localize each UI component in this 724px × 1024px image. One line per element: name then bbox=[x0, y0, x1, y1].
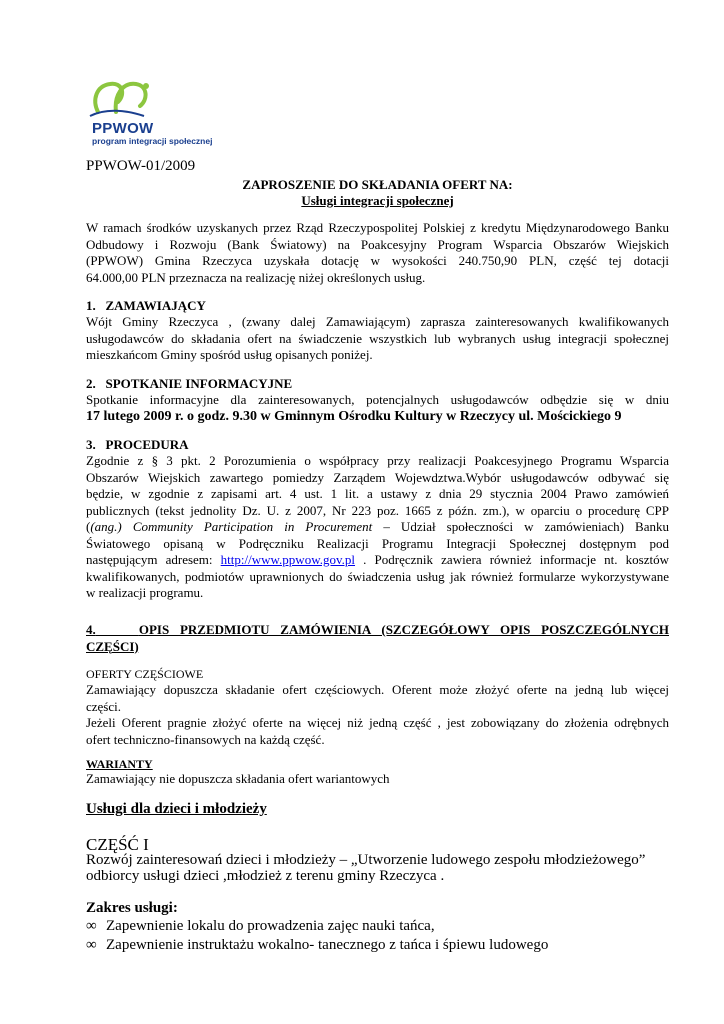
section1-line: Wójt Gminy Rzeczyca , (zwany dalej Zamawiającym) zaprasza zainteresowanych kwalifikowanych bbox=[86, 314, 669, 329]
ppwow-website-link[interactable]: http://www.ppwow.gov.pl bbox=[220, 552, 356, 567]
partial-line: Jeżeli Oferent pragnie złożyć oferte na więcej niż jedną część , jest zobowiązany do złożenia odrębnych bbox=[86, 715, 669, 730]
section3-line: będzie, w zgodnie z zapisami art. 4 ust. 1 lit. a ustawy z dnia 29 stycznia 2004 Prawo zamówień bbox=[86, 486, 669, 501]
list-item bbox=[86, 918, 435, 935]
section3-line-cpp bbox=[86, 519, 669, 536]
logo-tagline: program integracji społecznej bbox=[92, 136, 213, 146]
section1-line: mieszkańcom Gminy spośród usług opisanych poniżej. bbox=[86, 347, 373, 362]
infinity-bullet-icon: ∞ bbox=[86, 918, 97, 934]
url-prefix: następującym adresem: bbox=[86, 552, 221, 567]
partial-line: ofert techniczno-finansowych na każdą część. bbox=[86, 731, 325, 747]
document-title: ZAPROSZENIE DO SKŁADANIA OFERT NA: bbox=[242, 177, 513, 192]
section2-body bbox=[86, 392, 669, 425]
section4-heading-line bbox=[86, 622, 669, 639]
paren-text: ( bbox=[86, 519, 91, 534]
ppwow-logo bbox=[86, 72, 238, 152]
partial-line: części. bbox=[86, 698, 122, 714]
cpp-rest: – Udział społeczności w zamówieniach) Banku bbox=[372, 519, 669, 534]
variants-label: WARIANTY bbox=[86, 757, 153, 771]
section1-heading: 1. ZAMAWIAJĄCY bbox=[86, 298, 206, 313]
partial-line: Zamawiający dopuszcza składanie ofert częściowych. Oferent może złożyć oferte na jedną lub więcej bbox=[86, 682, 669, 697]
section3-line: w realizacji programu. bbox=[86, 585, 204, 600]
scope-heading: Zakres usługi: bbox=[86, 900, 178, 916]
part-description: Rozwój zainteresowań dzieci i młodzieży – „Utworzenie ludowego zespołu młodzieżowego” bbox=[86, 852, 646, 868]
scope-item-text: Zapewnienie lokalu do prowadzenia zajęc nauki tańca, bbox=[106, 918, 435, 934]
intro-line: W ramach środków uzyskanych przez Rząd Rzeczypospolitej Polskiej z kredytu Międzynarodowego Banku bbox=[86, 220, 669, 235]
meeting-details: 17 lutego 2009 r. o godz. 9.30 w Gminnym Ośrodku Kultury w Rzeczycy ul. Mościckiego 9 bbox=[86, 408, 622, 424]
cpp-italic: (ang.) Community Participation in Procurement bbox=[90, 519, 373, 534]
section3-body bbox=[86, 453, 669, 602]
section2-heading: 2. SPOTKANIE INFORMACYJNE bbox=[86, 376, 293, 391]
section4-heading bbox=[86, 622, 669, 655]
services-heading: Usługi dla dzieci i młodzieży bbox=[86, 801, 267, 817]
intro-line: 64.000,00 PLN przeznacza na realizację niżej określonych usług. bbox=[86, 269, 426, 285]
part-recipients: odbiorcy usługi dzieci ,młodzież z terenu gminy Rzeczyca . bbox=[86, 868, 445, 884]
url-suffix: . Podręcznik zawiera również informacje nt. kosztów bbox=[355, 552, 669, 567]
intro-line: (PPWOW) Gmina Rzeczyca uzyskała dotację w wysokości 240.750,90 PLN, część tej dotacji bbox=[86, 253, 669, 268]
section3-line: kwalifikowanych, podmiotów uprawnionych do świadczenia usług jak również formularze wykorzystywane bbox=[86, 568, 669, 584]
section3-line: Obszarów Wiejskich zawartego pomiedzy Zarządem Wojewdztwa.Wybór usługodawców odbywać się bbox=[86, 469, 669, 485]
section1-body bbox=[86, 314, 669, 364]
scope-item-text: Zapewnienie instruktażu wokalno- tanecznego z tańca i śpiewu ludowego bbox=[106, 937, 549, 953]
section3-line: publicznych (tekst jednolity Dz. U. z 2007, Nr 223 poz. 1665 z późn. zm.), w oparciu o procedurę CPP bbox=[86, 502, 669, 518]
section4-heading-text: OPIS PRZEDMIOTU ZAMÓWIENIA (SZCZEGÓŁOWY OPIS POSZCZEGÓLNYCH bbox=[138, 622, 669, 637]
intro-paragraph bbox=[86, 220, 669, 286]
section1-line: usługodawców do składania ofert na świadczenie wszystkich lub wybranych usług integracji społecznej bbox=[86, 330, 669, 346]
section2-line: Spotkanie informacyjne dla zainteresowanych, potencjalnych usługodawców odbędzie się w dniu bbox=[86, 392, 669, 407]
section3-heading: 3. PROCEDURA bbox=[86, 437, 189, 452]
logo-figures-icon bbox=[86, 72, 166, 122]
document-number: PPWOW-01/2009 bbox=[86, 158, 196, 174]
intro-line: Odbudowy i Rozwoju (Bank Światowy) na Poakcesyjny Program Wsparcia Obszarów Wiejskich bbox=[86, 236, 669, 252]
section3-line: Światowego opisaną w Podręczniku Realizacji Programu Integracji Społecznej dostępnym pod bbox=[86, 535, 669, 551]
list-item bbox=[86, 937, 548, 954]
section4-heading-line2: CZĘŚCI) bbox=[86, 638, 139, 654]
infinity-bullet-icon: ∞ bbox=[86, 937, 97, 953]
logo-brand: PPWOW bbox=[92, 120, 154, 137]
partial-offers-label: OFERTY CZĘŚCIOWE bbox=[86, 667, 204, 681]
section3-line-url bbox=[86, 552, 669, 569]
part-title: CZĘŚĆ I bbox=[86, 835, 149, 854]
document-subtitle: Usługi integracji społecznej bbox=[301, 193, 454, 208]
section3-line: Zgodnie z § 3 pkt. 2 Porozumienia o współpracy przy realizacji Poakcesyjnego Programu Wsparcia bbox=[86, 453, 669, 468]
section4-number: 4. bbox=[86, 622, 96, 637]
partial-offers-body bbox=[86, 682, 669, 748]
variants-text: Zamawiający nie dopuszcza składania ofert wariantowych bbox=[86, 771, 390, 786]
